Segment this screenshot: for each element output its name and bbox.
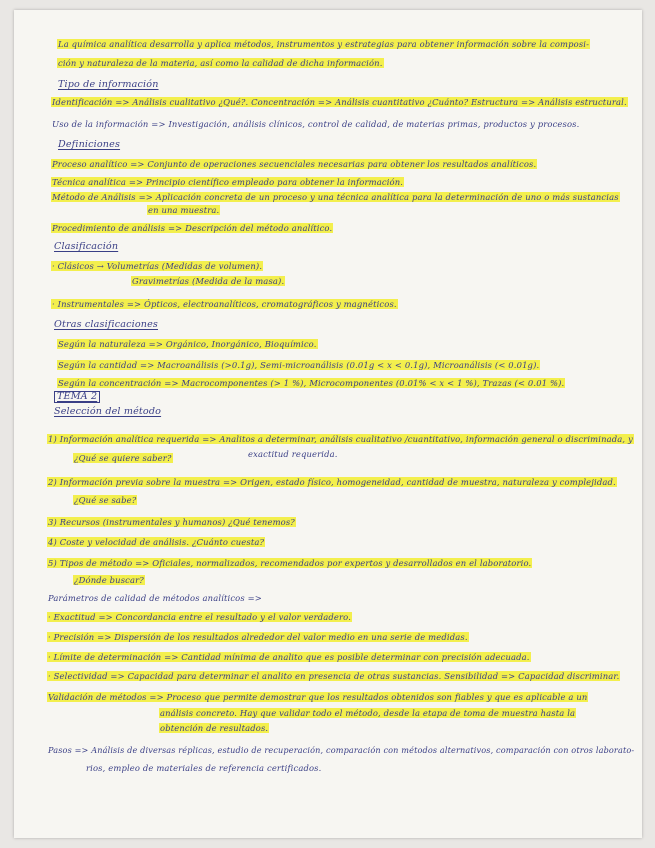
segun-naturaleza-line: Según la naturaleza => Orgánico, Inorgánico, Bioquímico. (58, 339, 317, 349)
uso-informacion-line: Uso de la información => Investigación, análisis clínicos, control de calidad, de materias primas, productos y procesos. (52, 119, 580, 129)
que-se-quiere-saber: ¿Qué se quiere saber? (74, 453, 172, 463)
intro-line-2: ción y naturaleza de la materia, así como la calidad de dicha información. (58, 58, 383, 68)
heading-seleccion-metodo: Selección del método (54, 406, 162, 417)
recursos-line: 3) Recursos (instrumentales y humanos) ¿Qué tenemos? (48, 517, 295, 527)
instrumentales-line: · Instrumentales => Ópticos, electroanalíticos, cromatográficos y magnéticos. (52, 299, 397, 309)
validacion-line-3: obtención de resultados. (160, 723, 269, 733)
metodo-analisis-line-2: en una muestra. (148, 205, 220, 215)
info-analitica-line-1: 1) Información analítica requerida => Analitos a determinar, análisis cualitativo /cuantitativo, información general o discriminada, y (48, 434, 633, 444)
gravimetrias-line: Gravimetrías (Medida de la masa). (132, 276, 285, 286)
tipos-metodo-line: 5) Tipos de método => Oficiales, normalizados, recomendados por expertos y desarrollados en el laboratorio. (48, 558, 532, 568)
segun-cantidad-line: Según la cantidad => Macroanálisis (>0.1g), Semi-microanálisis (0.01g < x < 0.1g), Microanálisis (< 0.01g). (58, 360, 540, 370)
segun-concentracion-line: Según la concentración => Macrocomponentes (> 1 %), Microcomponentes (0.01% < x < 1 %), Trazas (< 0.01 %). (58, 378, 565, 388)
que-se-sabe: ¿Qué se sabe? (74, 495, 137, 505)
parametros-calidad-heading: Parámetros de calidad de métodos analíticos => (48, 593, 262, 603)
clasicos-line: · Clásicos → Volumetrías (Medidas de volumen). (52, 261, 263, 271)
heading-tipo-informacion: Tipo de información (58, 79, 159, 90)
pasos-line-1: Pasos => Análisis de diversas réplicas, estudio de recuperación, comparación con métodos alternativos, comparación con otros laborato- (48, 745, 635, 755)
info-analitica-line-2: exactitud requerida. (248, 449, 338, 459)
limite-determinacion-line: · Límite de determinación => Cantidad mínima de analito que es posible determinar con precisión adecuada. (48, 652, 530, 662)
notebook-page (14, 10, 642, 838)
exactitud-line: · Exactitud => Concordancia entre el resultado y el valor verdadero. (48, 612, 352, 622)
intro-line-1: La química analítica desarrolla y aplica métodos, instrumentos y estrategias para obtener información sobre la composi- (58, 39, 590, 49)
donde-buscar: ¿Dónde buscar? (74, 575, 144, 585)
selectividad-line: · Selectividad => Capacidad para determinar el analito en presencia de otras sustancias. Sensibilidad => Capacidad discriminar. (48, 671, 620, 681)
tecnica-analitica-line: Técnica analítica => Principio científico empleado para obtener la información. (52, 177, 404, 187)
tema-2-box: TEMA 2 (54, 391, 100, 403)
metodo-analisis-line-1: Método de Análisis => Aplicación concreta de un proceso y una técnica analítica para la determinación de uno o más sustancias (52, 192, 619, 202)
info-previa-line: 2) Información previa sobre la muestra => Origen, estado físico, homogeneidad, cantidad de muestra, naturaleza y complejidad. (48, 477, 616, 487)
heading-definiciones: Definiciones (58, 139, 121, 150)
coste-line: 4) Coste y velocidad de análisis. ¿Cuánto cuesta? (48, 537, 265, 547)
procedimiento-line: Procedimiento de análisis => Descripción del método analítico. (52, 223, 333, 233)
validacion-line-1: Validación de métodos => Proceso que permite demostrar que los resultados obtenidos son fiables y que es aplicable a un (48, 692, 588, 702)
heading-clasificacion: Clasificación (54, 241, 119, 252)
identificacion-line: Identificación => Análisis cualitativo ¿Qué?. Concentración => Análisis cuantitativo ¿Cuánto? Estructura => Análisis estructural. (52, 97, 627, 107)
precision-line: · Precisión => Dispersión de los resultados alrededor del valor medio en una serie de medidas. (48, 632, 468, 642)
heading-otras-clasificaciones: Otras clasificaciones (54, 319, 159, 330)
proceso-analitico-line: Proceso analítico => Conjunto de operaciones secuenciales necesarias para obtener los resultados analíticos. (52, 159, 537, 169)
pasos-line-2: rios, empleo de materiales de referencia certificados. (86, 763, 322, 773)
validacion-line-2: análisis concreto. Hay que validar todo el método, desde la etapa de toma de muestra hasta la (160, 708, 576, 718)
